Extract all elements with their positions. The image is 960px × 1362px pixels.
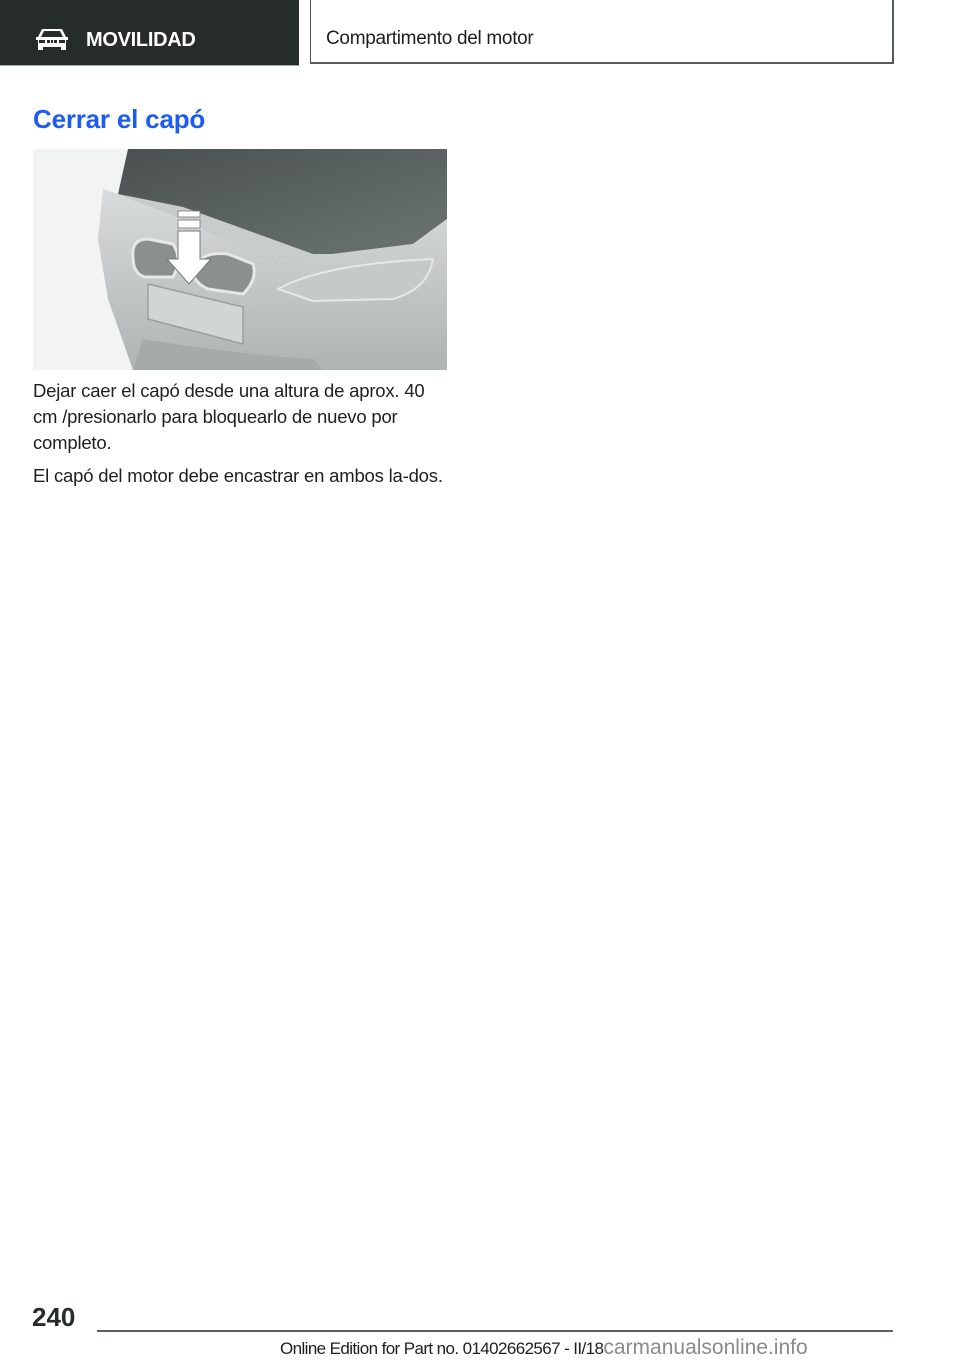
footer-divider xyxy=(97,1330,893,1332)
chapter-header xyxy=(310,0,894,64)
chapter-label: Compartimento del motor xyxy=(326,28,534,49)
hood-closing-illustration xyxy=(33,149,447,370)
page-number: 240 xyxy=(32,1302,76,1332)
watermark: carmanualsonline.info xyxy=(603,1336,808,1359)
edition-text: Online Edition for Part no. 01402662567 - II/18 xyxy=(280,1339,604,1358)
paragraph: El capó del motor debe encastrar en ambos la-dos. xyxy=(33,465,443,486)
car-front-icon xyxy=(35,27,69,53)
footer xyxy=(280,1336,808,1360)
car-front-illustration xyxy=(33,149,447,370)
paragraph: Dejar caer el capó desde una altura de aprox. 40 cm /presionarlo para bloquearlo de nuevo por completo. xyxy=(33,380,425,453)
section-header xyxy=(0,0,299,66)
page-title: Cerrar el capó xyxy=(33,104,206,134)
instructions xyxy=(33,378,453,496)
section-label: MOVILIDAD xyxy=(86,29,196,51)
